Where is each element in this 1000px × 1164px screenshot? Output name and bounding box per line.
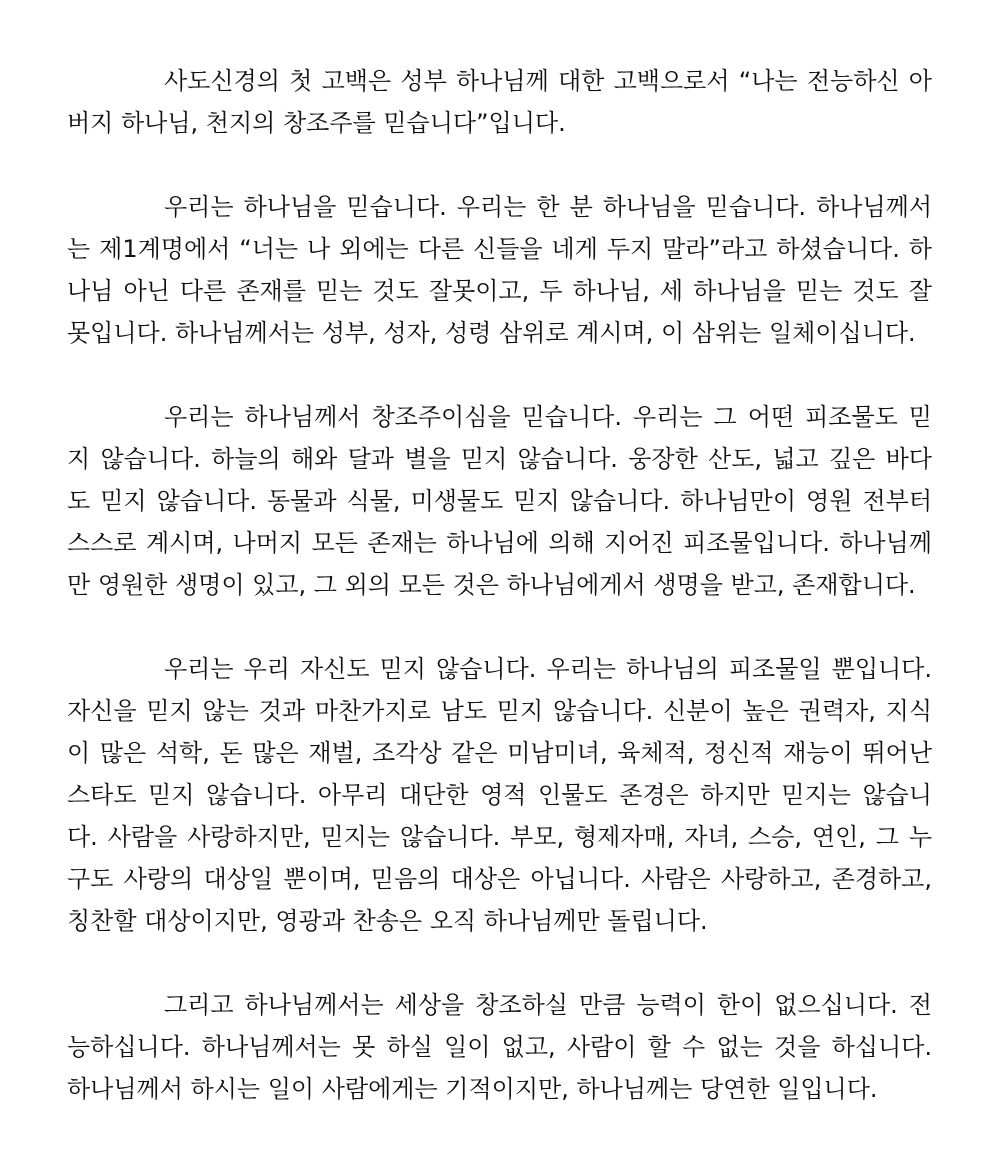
text-line: 스스로 계시며, 나머지 모든 존재는 하나님에 의해 지어진 피조물입니다. 하나님께	[67, 529, 932, 557]
text-line: 자신을 믿지 않는 것과 마찬가지로 남도 믿지 않습니다. 신분이 높은 권력자, 지식	[67, 697, 932, 725]
text-line: 이 많은 석학, 돈 많은 재벌, 조각상 같은 미남미녀, 육체적, 정신적 재능이 뛰어난	[67, 739, 932, 767]
paragraph-2	[67, 186, 932, 354]
text-line: 사도신경의 첫 고백은 성부 하나님께 대한 고백으로서 “나는 전능하신 아	[164, 67, 932, 95]
text-line: 우리는 하나님께서 창조주이심을 믿습니다. 우리는 그 어떤 피조물도 믿	[164, 403, 932, 431]
text-line: 만 영원한 생명이 있고, 그 외의 모든 것은 하나님에게서 생명을 받고, 존재합니다.	[67, 571, 916, 599]
text-line: 다. 사람을 사랑하지만, 믿지는 않습니다. 부모, 형제자매, 자녀, 스승, 연인, 그 누	[67, 823, 932, 851]
text-line: 구도 사랑의 대상일 뿐이며, 믿음의 대상은 아닙니다. 사람은 사랑하고, 존경하고,	[67, 865, 932, 893]
text-line: 못입니다. 하나님께서는 성부, 성자, 성령 삼위로 계시며, 이 삼위는 일체이십니다.	[67, 319, 916, 347]
text-line: 나님 아닌 다른 존재를 믿는 것도 잘못이고, 두 하나님, 세 하나님을 믿는 것도 잘	[67, 277, 932, 305]
text-line: 칭찬할 대상이지만, 영광과 찬송은 오직 하나님께만 돌립니다.	[67, 907, 708, 935]
text-line: 스타도 믿지 않습니다. 아무리 대단한 영적 인물도 존경은 하지만 믿지는 않습니	[67, 781, 932, 809]
text-line: 도 믿지 않습니다. 동물과 식물, 미생물도 믿지 않습니다. 하나님만이 영원 전부터	[67, 487, 932, 515]
document-body	[67, 60, 932, 1152]
text-line: 우리는 하나님을 믿습니다. 우리는 한 분 하나님을 믿습니다. 하나님께서	[164, 193, 932, 221]
text-line: 버지 하나님, 천지의 창조주를 믿습니다”입니다.	[67, 109, 566, 137]
paragraph-3	[67, 396, 932, 606]
text-line: 우리는 우리 자신도 믿지 않습니다. 우리는 하나님의 피조물일 뿐입니다.	[164, 655, 932, 683]
text-line: 하나님께서 하시는 일이 사람에게는 기적이지만, 하나님께는 당연한 일입니다.	[67, 1075, 878, 1103]
text-line: 능하십니다. 하나님께서는 못 하실 일이 없고, 사람이 할 수 없는 것을 하십니다.	[67, 1033, 932, 1061]
text-line: 그리고 하나님께서는 세상을 창조하실 만큼 능력이 한이 없으십니다. 전	[164, 991, 932, 1019]
text-line: 는 제1계명에서 “너는 나 외에는 다른 신들을 네게 두지 말라”라고 하셨습니다. 하	[67, 235, 932, 263]
paragraph-5	[67, 984, 932, 1110]
text-line: 지 않습니다. 하늘의 해와 달과 별을 믿지 않습니다. 웅장한 산도, 넓고 깊은 바다	[67, 445, 932, 473]
paragraph-1	[67, 60, 932, 144]
paragraph-4	[67, 648, 932, 942]
